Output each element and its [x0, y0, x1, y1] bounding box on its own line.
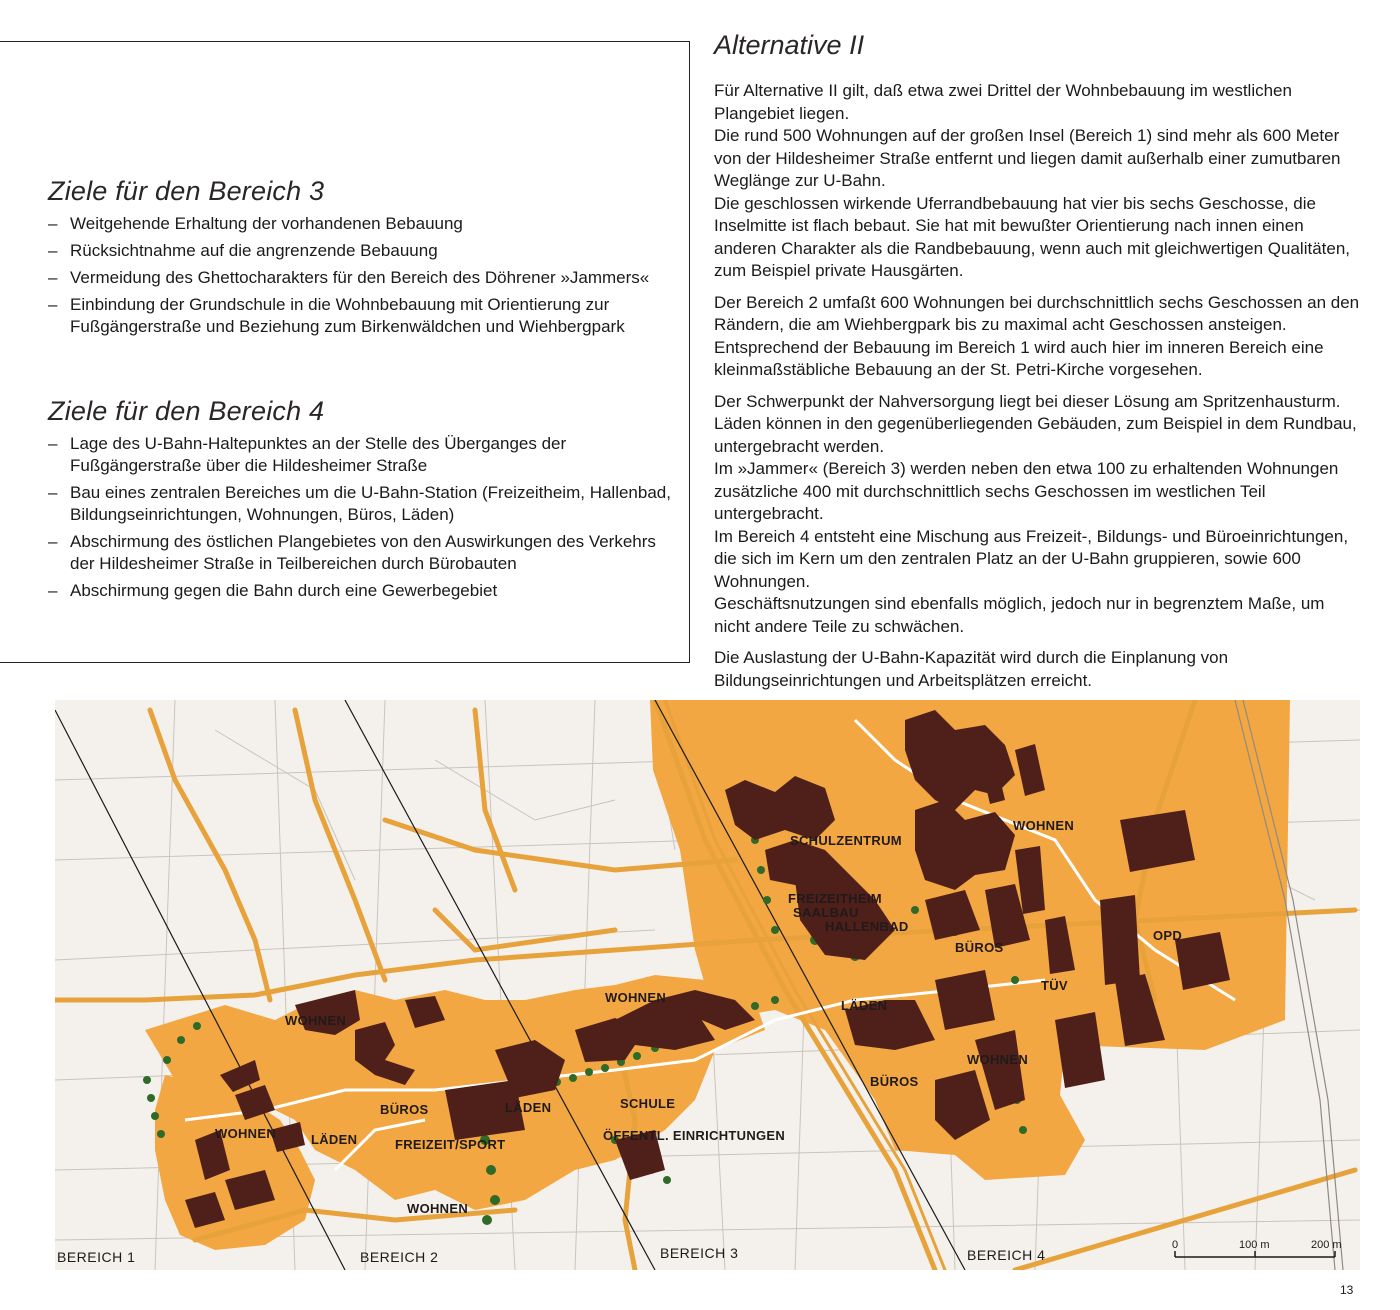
label-wohnen-e: WOHNEN [967, 1052, 1029, 1067]
goal-item: – Abschirmung gegen die Bahn durch eine Gewerbegebiet [48, 580, 676, 602]
label-laden-w: LÄDEN [311, 1132, 358, 1147]
label-freizeitheim: FREIZEITHEIM [788, 891, 882, 906]
goals-heading-4: Ziele für den Bereich 4 [48, 396, 325, 426]
scale-max: 200 m [1311, 1239, 1342, 1251]
label-laden-mid: LÄDEN [505, 1100, 552, 1115]
label-schulzentrum: SCHULZENTRUM [790, 833, 902, 848]
goal-item: – Vermeidung des Ghettocharakters für den Bereich des Döhrener »Jammers« [48, 267, 676, 289]
label-hallenbad: HALLENBAD [825, 919, 909, 934]
label-freizeit-sport: FREIZEIT/SPORT [395, 1137, 506, 1152]
goal-item: – Abschirmung des östlichen Plangebietes von den Auswirkungen des Verkehrs der Hildesheimer Straße in Teilbereichen durch Bürobauten [48, 531, 676, 575]
label-bueros-w: BÜROS [380, 1102, 429, 1117]
label-bueros-s: BÜROS [870, 1074, 919, 1089]
page-number: 13 [1340, 1283, 1354, 1297]
alternative-paragraph: Der Schwerpunkt der Nahversorgung liegt bei dieser Lösung am Spritzenhausturm. Läden können in den gegenüberliegenden Gebäuden, zum Beispiel in dem Rundbau, untergebracht werden. Im »Jammer« (Bereich 3) werden neben den etwa 100 zu erhaltenden Wohnungen zusätzliche 400 mit durchschnittlich sechs Geschossen im westlichen Teil untergebracht. Im Bereich 4 entsteht eine Mischung aus Freizeit-, Bildungs- und Büroeinrichtungen, die sich im Kern um den zentralen Platz an der U-Bahn gruppieren, sowie 600 Wohnungen. Geschäftsnutzungen sind ebenfalls möglich, jedoch nur in begrenztem Maße, um nicht andere Teile zu schwächen. [714, 391, 1357, 636]
label-laden: LÄDEN [841, 998, 888, 1013]
alternative-paragraph: Die Auslastung der U-Bahn-Kapazität wird durch die Einplanung von Bildungseinrichtungen und Arbeitsplätzen erreicht. [714, 648, 1229, 690]
site-plan-map [55, 700, 1360, 1270]
label-bueros-n: BÜROS [955, 940, 1004, 955]
goals-list-4 [48, 433, 676, 602]
label-wohnen-w: WOHNEN [215, 1126, 277, 1141]
goals-heading-3: Ziele für den Bereich 3 [48, 176, 325, 206]
zone-label-3: BEREICH 3 [660, 1245, 739, 1261]
goal-item: – Weitgehende Erhaltung der vorhandenen Bebauung [48, 213, 676, 235]
label-oeffentl: ÖFFENTL. EINRICHTUNGEN [603, 1128, 786, 1143]
scale-zero: 0 [1172, 1239, 1179, 1251]
goals-list-3 [48, 213, 676, 338]
label-wohnen-ne: WOHNEN [1013, 818, 1075, 833]
zone-label-2: BEREICH 2 [360, 1249, 439, 1265]
goals-section-4 [48, 396, 676, 607]
goal-item: – Rücksichtnahme auf die angrenzende Bebauung [48, 240, 676, 262]
label-schule: SCHULE [620, 1096, 676, 1111]
alternative-paragraph: Der Bereich 2 umfaßt 600 Wohnungen bei durchschnittlich sechs Geschossen an den Rändern, die am Wiehbergpark bis zu maximal acht Geschossen ansteigen. Entsprechend der Bebauung im Bereich 1 wird auch hier im inneren Bereich eine kleinmaßstäbliche Bebauung an der St. Petri-Kirche vorgesehen. [714, 292, 1360, 379]
goals-box [0, 41, 690, 663]
label-saalbau: SAALBAU [793, 905, 859, 920]
scale-mid: 100 m [1239, 1239, 1270, 1251]
alternative-heading: Alternative II [714, 30, 865, 60]
goal-item: – Bau eines zentralen Bereiches um die U-Bahn-Station (Freizeitheim, Hallenbad, Bildungseinrichtungen, Wohnungen, Büros, Läden) [48, 482, 676, 526]
goal-item: – Einbindung der Grundschule in die Wohnbebauung mit Orientierung zur Fußgängerstraße und Beziehung zum Birkenwäldchen und Wiehbergpark [48, 294, 676, 338]
label-wohnen-center: WOHNEN [605, 990, 667, 1005]
label-opd: OPD [1153, 928, 1183, 943]
alternative-body [714, 80, 1364, 701]
label-wohnen-sw: WOHNEN [407, 1201, 469, 1216]
goals-section-3 [48, 176, 676, 343]
alternative-paragraph: Für Alternative II gilt, daß etwa zwei Drittel der Wohnbebauung im westlichen Plangebiet liegen. Die rund 500 Wohnungen auf der großen Insel (Bereich 1) sind mehr als 600 Meter von der Hildesheimer Straße entfernt und liegen damit außerhalb einer zumutbaren Weglänge zur U-Bahn. Die geschlossen wirkende Uferrandbebauung hat vier bis sechs Geschosse, die Inselmitte ist flach bebaut. Sie hat mit bewußter Orientierung nach innen einen anderen Charakter als die Randbebauung, wenn auch mit gleichwertigen Qualitäten, zum Beispiel private Hausgärten. [714, 81, 1351, 280]
label-wohnen-b2: WOHNEN [285, 1013, 347, 1028]
label-tuev: TÜV [1041, 978, 1068, 993]
zone-label-1: BEREICH 1 [57, 1249, 136, 1265]
goal-item: – Lage des U-Bahn-Haltepunktes an der Stelle des Überganges der Fußgängerstraße über die Hildesheimer Straße [48, 433, 676, 477]
zone-label-4: BEREICH 4 [967, 1247, 1046, 1263]
